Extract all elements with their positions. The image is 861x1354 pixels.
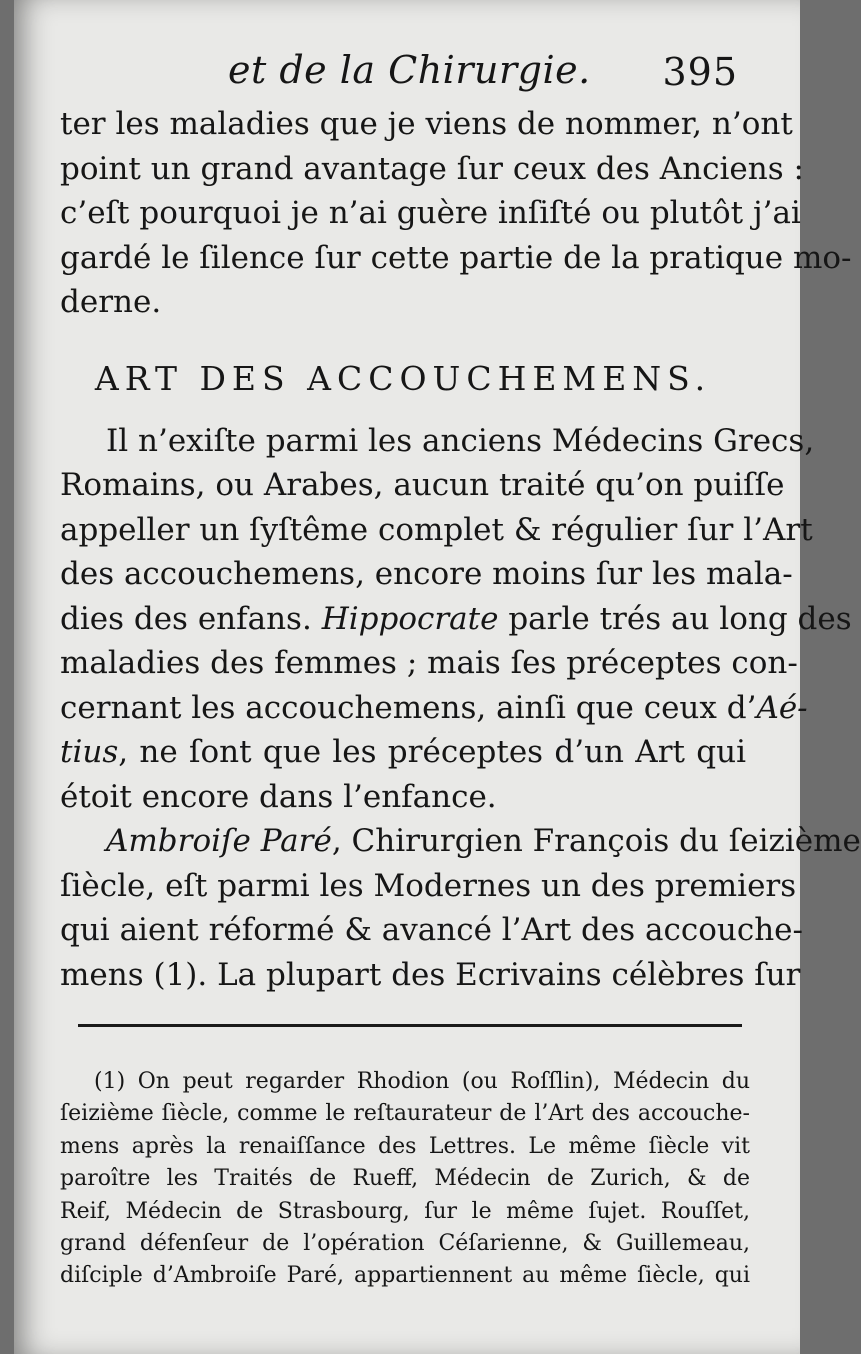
footnote bbox=[60, 1066, 750, 1293]
book-page bbox=[14, 0, 861, 1354]
text-line: ſiècle, eſt parmi les Modernes un des premiers bbox=[60, 867, 797, 904]
footnote-line: grand défenſeur de l’opération Céſarienne, & Guillemeau, bbox=[60, 1230, 750, 1256]
text-segment: dies des enfans. bbox=[60, 600, 312, 637]
text-line: c’eſt pourquoi je n’ai guère inſiſté ou plutôt j’ai bbox=[60, 195, 801, 231]
text-line: point un grand avantage ſur ceux des Anciens : bbox=[60, 150, 804, 187]
text-line: Romains, ou Arabes, aucun traité qu’on puiſſe bbox=[60, 467, 785, 503]
text-segment: parle trés au long des bbox=[508, 600, 852, 637]
text-segment: , Chirurgien François du ſeizième bbox=[331, 823, 861, 859]
text-segment: , ne ſont que les préceptes d’un Art qui bbox=[118, 734, 746, 770]
text-line: qui aient réformé & avancé l’Art des accouche- bbox=[60, 912, 803, 948]
text-line: maladies des femmes ; mais ſes préceptes con- bbox=[60, 645, 798, 681]
text-line: appeller un ſyſtême complet & régulier ſur l’Art bbox=[60, 511, 813, 548]
text-line bbox=[60, 686, 808, 731]
main-text bbox=[60, 102, 861, 997]
footnote-line: paroître les Traités de Rueff, Médecin de Zurich, & de bbox=[60, 1166, 750, 1192]
page-number: 395 bbox=[662, 50, 738, 94]
footnote-line: ſeizième ſiècle, comme le reſtaurateur de l’Art des accouche- bbox=[60, 1101, 750, 1127]
text-line: des accouchemens, encore moins ſur les mala- bbox=[60, 556, 793, 592]
footnote-line: (1) On peut regarder Rhodion (ou Roſſlin), Médecin du bbox=[94, 1069, 750, 1094]
author-name: Ambroiſe Paré bbox=[106, 823, 332, 859]
text-line bbox=[60, 730, 746, 775]
text-line: ter les maladies que je viens de nommer, n’ont bbox=[60, 106, 793, 142]
running-title: et de la Chirurgie. bbox=[228, 48, 591, 92]
text-line: mens (1). La plupart des Ecrivains célèbres ſur bbox=[60, 956, 801, 993]
text-line bbox=[60, 597, 852, 642]
text-line: gardé le ſilence ſur cette partie de la pratique mo- bbox=[60, 239, 852, 276]
author-name: tius bbox=[60, 734, 119, 770]
page-header bbox=[14, 44, 800, 104]
section-heading: ART DES ACCOUCHEMENS. bbox=[94, 358, 712, 398]
footnote-line: mens après la renaiſſance des Lettres. Le même ſiècle vit bbox=[60, 1133, 750, 1159]
text-line bbox=[60, 819, 861, 864]
text-line: étoit encore dans l’enfance. bbox=[60, 778, 497, 815]
text-line: Il n’exiſte parmi les anciens Médecins Grecs, bbox=[106, 422, 815, 459]
author-name: Hippocrate bbox=[321, 600, 499, 637]
footnote-line: diſciple d’Ambroiſe Paré, appartiennent au même ſiècle, qui bbox=[60, 1263, 750, 1289]
footnote-line: Reif, Médecin de Strasbourg, ſur le même ſujet. Rouſſet, bbox=[60, 1198, 750, 1224]
text-segment: cernant les accouchemens, ainſi que ceux d’ bbox=[60, 689, 757, 726]
footnote-divider bbox=[78, 1024, 742, 1027]
author-name: Aé- bbox=[756, 689, 808, 726]
text-line: derne. bbox=[60, 284, 162, 320]
